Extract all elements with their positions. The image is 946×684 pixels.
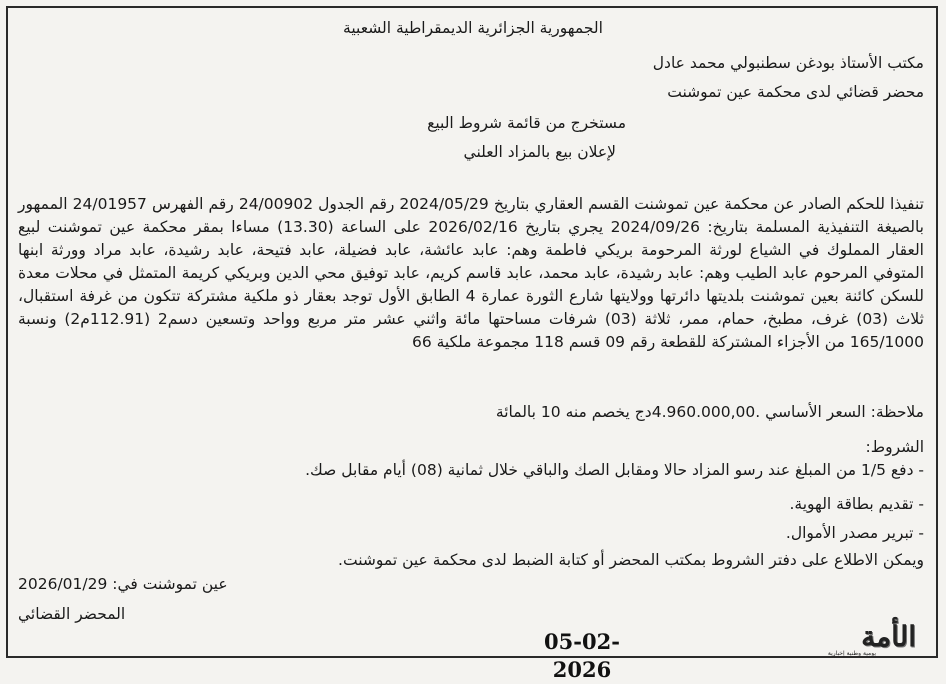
logo-text: الأمة — [861, 620, 916, 653]
extract-heading: مستخرج من قائمة شروط البيع — [427, 114, 626, 132]
condition-item: - تبرير مصدر الأموال. — [785, 524, 924, 542]
bailiff-title: محضر قضائي لدى محكمة عين تموشنت — [667, 83, 924, 101]
consult-note: ويمكن الاطلاع على دفتر الشروط بمكتب المحضر أو كتابة الضبط لدى محكمة عين تموشنت. — [338, 551, 924, 569]
main-paragraph — [18, 193, 924, 354]
newspaper-logo — [796, 620, 916, 656]
price-note: ملاحظة: السعر الأساسي .4.960.000,00دج يخصم منه 10 بالمائة — [495, 403, 924, 421]
office-name: مكتب الأستاذ بودغن سطنبولي محمد عادل — [652, 54, 924, 72]
signature-place-date: عين تموشنت في: 2026/01/29 — [18, 575, 228, 593]
conditions-title: الشروط: — [865, 438, 924, 456]
paragraph-text: تنفيذا للحكم الصادر عن محكمة عين تموشنت القسم العقاري بتاريخ 2024/05/29 رقم الجدول 24/00902 رقم الفهرس 24/01957 الممهور بالصيغة التنفيذية المسلمة بتاريخ: 2024/09/26 يجري بتاريخ 2026/02/16 على الساعة (13.30) مساءا بمقر محكمة عين تموشنت لبيع العقار المملوك في الشياع لورثة المرحومة بريكي فاطمة وهم: عابد عائشة، عابد فضيلة، عابد فتيحة، عابد رشيدة، عابد مراد وورثة ابنها المتوفي المرحوم عابد الطيب وهم: عابد رشيدة، عابد محمد، عابد قاسم كريم، عابد توفيق محي الدين وبريكي كريمة المتمثل في محلات معدة للسكن كائنة بعين تموشنت بلديتها دائرتها وولايتها شارع الثورة عمارة 4 الطابق الأول توجد بعقار ذو ملكية مشتركة تتكون من غرفة استقبال، ثلاث (03) غرف، مطبخ، حمام، ممر، ثلاثة (03) شرفات مساحتها مائة واثني عشر متر مربع وواحد وتسعين دسم2 (112.91م2) ونسبة 165/1000 من الأجزاء المشتركة للقطعة رقم 09 قسم 118 مجموعة ملكية 66 — [18, 195, 924, 351]
republic-title: الجمهورية الجزائرية الديمقراطية الشعبية — [343, 19, 603, 37]
logo-subtitle: يومية وطنية إخبارية — [827, 650, 876, 657]
condition-item: - تقديم بطاقة الهوية. — [789, 495, 924, 513]
publication-date: 05-02-2026 — [544, 629, 620, 682]
signature-role: المحضر القضائي — [18, 605, 126, 623]
announcement-heading: لإعلان بيع بالمزاد العلني — [463, 143, 616, 161]
condition-item: - دفع 1/5 من المبلغ عند رسو المزاد حالا ومقابل الصك والباقي خلال ثمانية (08) أيام مقابل صك. — [305, 461, 924, 479]
